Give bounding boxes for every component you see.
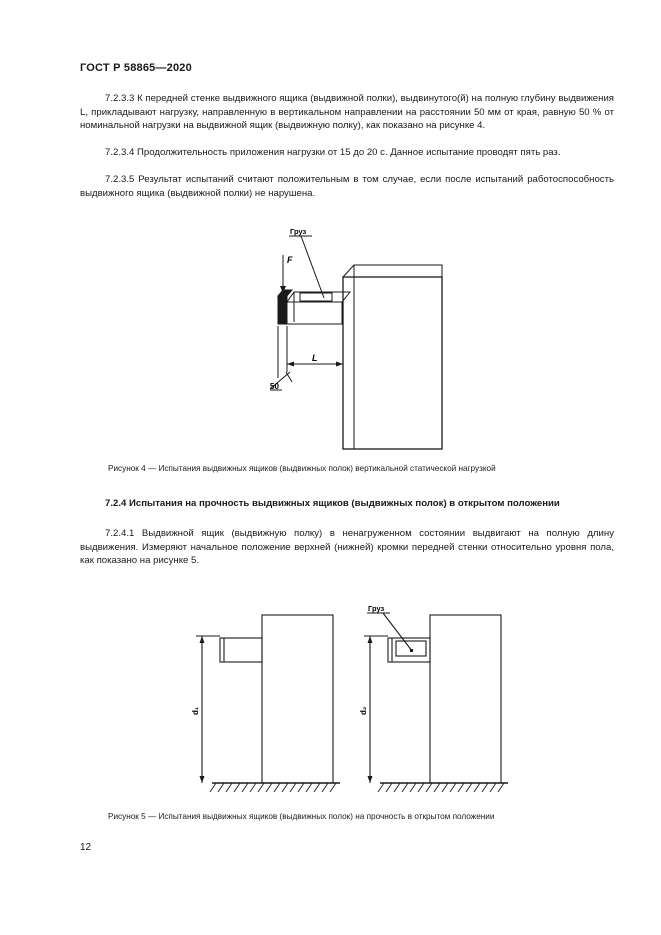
fig5a-cabinet <box>262 615 333 783</box>
figure-5-caption: Рисунок 5 — Испытания выдвижных ящиков (выдвижных полок) на прочность в открытом положении <box>108 812 495 821</box>
fig4-label-load: Груз <box>290 227 307 236</box>
fig5a-floor-hatch <box>210 783 336 792</box>
paragraph-7-2-3-3: 7.2.3.3 К передней стенке выдвижного ящика (выдвижной полки), выдвинутого(й) на полную глубину выдвижения L, прикладывают нагрузку, направленную в вертикальном направлении на расстоянии 50 мм от края, равную 50 % от номинальной нагрузки на выдвижной ящик (выдвижную полку), как показано на рисунке 4. <box>80 93 614 132</box>
fig4-label-length: L <box>312 353 318 363</box>
fig4-drawer-front-face <box>287 302 342 324</box>
figure-4-caption: Рисунок 4 — Испытания выдвижных ящиков (выдвижных полок) вертикальной статической нагрузкой <box>108 464 496 473</box>
fig4-distance-dimension <box>270 372 290 389</box>
page-number: 12 <box>80 842 92 853</box>
fig5b-label-d2: d₂ <box>359 706 368 715</box>
fig4-cabinet-front <box>343 277 442 449</box>
fig5b-drawer <box>388 638 430 662</box>
fig4-load-block <box>300 293 332 301</box>
fig4-label-distance: 50 <box>270 382 279 391</box>
fig5a-drawer <box>220 638 262 662</box>
fig5b-cabinet <box>430 615 501 783</box>
paragraph-7-2-3-4: 7.2.3.4 Продолжительность приложения нагрузки от 15 до 20 с. Данное испытание проводят пять раз. <box>105 147 561 158</box>
fig4-drawer-front-plate <box>278 296 287 324</box>
fig5a-label-d1: d₁ <box>191 706 200 715</box>
fig5b-load-block <box>396 641 426 656</box>
paragraph-7-2-4-1: 7.2.4.1 Выдвижной ящик (выдвижную полку) в ненагруженном состоянии выдвигают на полную длину выдвижения. Измеряют начальное положение верхней (нижней) кромки передней стенки относительно уровня пола, как показано на рисунке 5. <box>80 528 614 567</box>
fig4-cabinet-top <box>343 265 442 277</box>
paragraph-7-2-3-5: 7.2.3.5 Результат испытаний считают положительным в том случае, если после испытаний работоспособность выдвижного ящика (выдвижной полки) не нарушена. <box>80 174 614 199</box>
section-heading-7-2-4: 7.2.4 Испытания на прочность выдвижных ящиков (выдвижных полок) в открытом положении <box>105 498 560 509</box>
document-header: ГОСТ Р 58865—2020 <box>80 62 192 74</box>
fig5b-floor-hatch <box>378 783 504 792</box>
fig4-drawer-top <box>287 292 350 302</box>
fig5b-label-load: Груз <box>368 604 385 613</box>
fig4-label-force: F <box>287 255 293 265</box>
